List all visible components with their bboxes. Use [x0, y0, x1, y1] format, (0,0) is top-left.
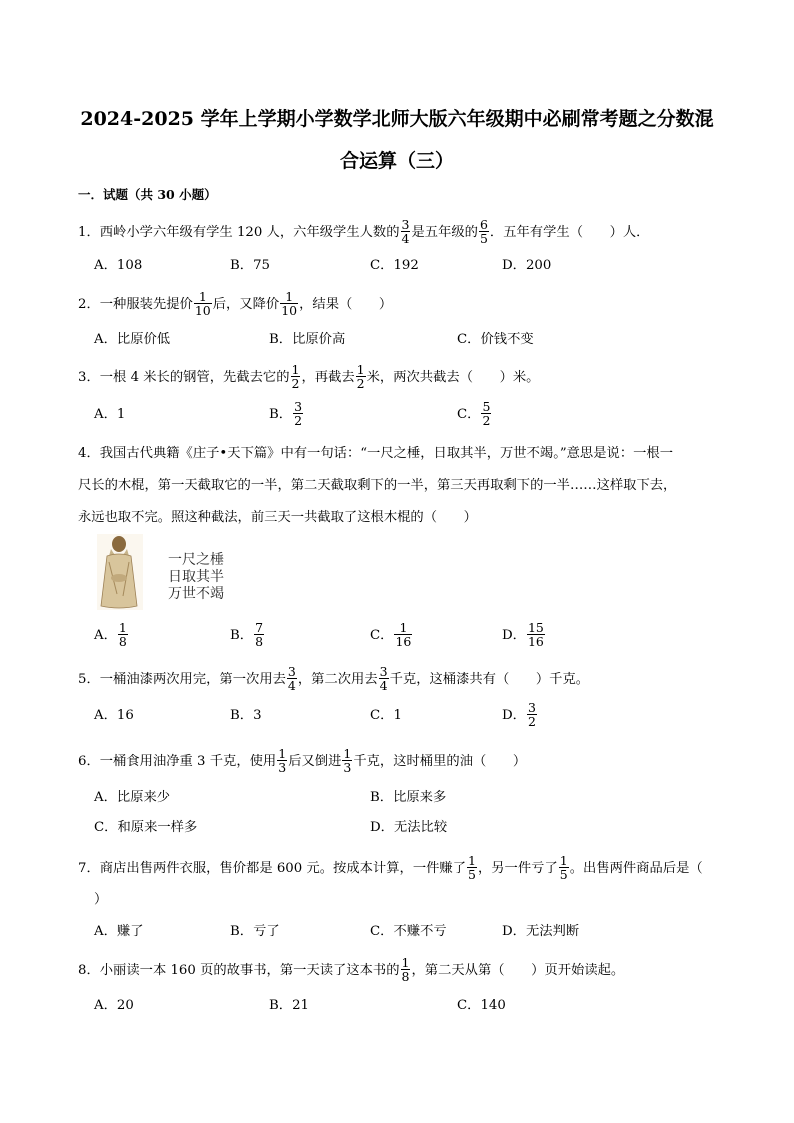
- denominator: 2: [291, 376, 300, 391]
- q4-line-2: 尺长的木棍，第一天截取它的一半，第二天截取剩下的一半，第三天再取剩下的一半……这样取下去，: [78, 478, 677, 493]
- q4-option-d: [502, 622, 546, 649]
- q8-text-2: ，第二天从第（ ）页开始读起。: [411, 963, 625, 978]
- q7-text-1: 7．商店出售两件衣服，售价都是 600 元。按成本计算，一件赚了: [78, 861, 467, 876]
- option-label: D．: [502, 708, 526, 723]
- q8-option-a: A．20: [94, 998, 134, 1013]
- numerator: 1: [399, 620, 408, 635]
- q7-line-2: ）: [94, 892, 108, 907]
- question-1: [78, 219, 649, 246]
- page-title-line2: 合运算（三）: [339, 150, 454, 172]
- numerator: 1: [278, 746, 287, 761]
- q2-text-3: ，结果（ ）: [299, 297, 393, 312]
- option-label: C．: [457, 407, 481, 422]
- option-fraction: [527, 621, 545, 648]
- option-fraction: [394, 621, 412, 648]
- denominator: 16: [395, 634, 412, 649]
- q4-option-a: [94, 622, 129, 649]
- q4-line-3: 永远也取不完。照这种截法，前三天一共截取了这根木棍的（ ）: [78, 510, 477, 525]
- denominator: 4: [401, 231, 410, 246]
- section-heading: 一．试题（共 30 小题）: [78, 187, 217, 202]
- numerator: 1: [559, 853, 568, 868]
- numerator: 6: [479, 217, 488, 232]
- q4-option-c: [370, 622, 413, 649]
- option-fraction: [254, 621, 264, 648]
- q6-option-b: B．比原来多: [370, 790, 447, 805]
- option-fraction: [481, 400, 491, 427]
- numerator: 3: [287, 664, 296, 679]
- q5-option-d: [502, 702, 538, 729]
- option-fraction: [293, 400, 303, 427]
- q5-text-3: 千克，这桶漆共有（ ）千克。: [389, 672, 590, 687]
- option-label: C．: [370, 628, 394, 643]
- q1-fraction-2: [479, 218, 489, 245]
- q1-option-a: A．108: [94, 258, 143, 273]
- numerator: 1: [285, 289, 294, 304]
- q3-text-2: ，再截去: [301, 370, 355, 385]
- q8-fraction-1: [401, 956, 411, 983]
- question-5: [78, 666, 589, 693]
- q7-text-3: 。出售两件商品后是（: [569, 861, 703, 876]
- q1-option-b: B．75: [230, 258, 270, 273]
- denominator: 16: [527, 634, 544, 649]
- q6-option-a: A．比原来少: [94, 790, 171, 805]
- option-fraction: [527, 701, 537, 728]
- numerator: 7: [255, 620, 264, 635]
- q5-fraction-2: [379, 665, 389, 692]
- q7-option-c: C．不赚不亏: [370, 924, 447, 939]
- numerator: 1: [356, 362, 365, 377]
- numerator: 1: [118, 620, 127, 635]
- q7-option-d: D．无法判断: [502, 924, 580, 939]
- q3-fraction-2: [356, 363, 366, 390]
- q2-option-a: A．比原价低: [94, 332, 171, 347]
- q7-option-a: A．赚了: [94, 924, 144, 939]
- q1-text-3: ．五年有学生（ ）人．: [489, 225, 650, 240]
- q6-fraction-1: [277, 747, 287, 774]
- numerator: 15: [527, 620, 544, 635]
- numerator: 1: [401, 955, 410, 970]
- numerator: 1: [468, 853, 476, 868]
- q2-fraction-2: [280, 290, 298, 317]
- question-6: [78, 748, 526, 775]
- denominator: 5: [479, 231, 488, 246]
- denominator: 5: [559, 867, 568, 882]
- q4-line-1: 4．我国古代典籍《庄子•天下篇》中有一句话：“一尺之棰，日取其半，万世不竭。”意思是说：一根一: [78, 446, 674, 461]
- q2-option-b: B．比原价高: [269, 332, 346, 347]
- q6-text-3: 千克，这时桶里的油（ ）: [353, 754, 527, 769]
- option-label: B．: [230, 628, 254, 643]
- denominator: 2: [294, 413, 303, 428]
- numerator: 3: [401, 217, 410, 232]
- q6-text-1: 6．一桶食用油净重 3 千克，使用: [78, 754, 277, 769]
- numerator: 1: [343, 746, 352, 761]
- q7-fraction-1: [467, 854, 477, 881]
- q3-fraction-1: [291, 363, 301, 390]
- q5-fraction-1: [287, 665, 297, 692]
- option-label: A．: [94, 628, 117, 643]
- figure-caption-1: 一尺之棰: [168, 552, 224, 568]
- option-fraction: [118, 621, 128, 648]
- denominator: 3: [278, 760, 287, 775]
- denominator: 10: [194, 303, 211, 318]
- denominator: 5: [468, 867, 476, 882]
- q1-option-d: D．200: [502, 258, 552, 273]
- q1-fraction-1: [401, 218, 411, 245]
- q8-option-c: C．140: [457, 998, 506, 1013]
- q5-text-2: ，第二次用去: [297, 672, 378, 687]
- question-8: [78, 957, 624, 984]
- numerator: 1: [291, 362, 300, 377]
- q1-text-1: 1．西岭小学六年级有学生 120 人，六年级学生人数的: [78, 225, 400, 240]
- option-label: D．: [502, 628, 526, 643]
- q3-option-c: [457, 401, 492, 428]
- q7-fraction-2: [559, 854, 569, 881]
- question-3: [78, 364, 539, 391]
- q2-option-c: C．价钱不变: [457, 332, 534, 347]
- denominator: 10: [281, 303, 298, 318]
- q2-fraction-1: [194, 290, 212, 317]
- q4-option-b: [230, 622, 265, 649]
- denominator: 2: [527, 714, 536, 729]
- question-4: [78, 438, 718, 534]
- q8-option-b: B．21: [269, 998, 309, 1013]
- denominator: 4: [379, 678, 388, 693]
- page-title-line1: 2024-2025 学年上学期小学数学北师大版六年级期中必刷常考题之分数混: [80, 108, 714, 130]
- q3-text-3: 米，两次共截去（ ）米。: [366, 370, 540, 385]
- denominator: 2: [356, 376, 365, 391]
- denominator: 3: [343, 760, 352, 775]
- denominator: 4: [287, 678, 296, 693]
- q3-text-1: 3．一根 4 米长的钢管，先截去它的: [78, 370, 290, 385]
- q5-option-c: C．1: [370, 708, 402, 723]
- denominator: 8: [401, 969, 410, 984]
- numerator: 1: [198, 289, 207, 304]
- numerator: 3: [379, 664, 388, 679]
- q5-option-a: A．16: [94, 708, 134, 723]
- numerator: 3: [294, 399, 303, 414]
- q7-option-b: B．亏了: [230, 924, 280, 939]
- q6-text-2: 后又倒进: [288, 754, 342, 769]
- q1-option-c: C．192: [370, 258, 419, 273]
- q8-text-1: 8．小丽读一本 160 页的故事书，第一天读了这本书的: [78, 963, 400, 978]
- q3-option-a: A．1: [94, 407, 126, 422]
- option-label: B．: [269, 407, 293, 422]
- question-2: [78, 291, 392, 318]
- q5-text-1: 5．一桶油漆两次用完，第一次用去: [78, 672, 286, 687]
- q6-option-c: C．和原来一样多: [94, 820, 198, 835]
- q6-option-d: D．无法比较: [370, 820, 448, 835]
- denominator: 8: [255, 634, 264, 649]
- question-7: [78, 855, 703, 882]
- figure-caption-2: 日取其半: [168, 569, 224, 585]
- q2-text-1: 2．一种服装先提价: [78, 297, 193, 312]
- q1-text-2: 是五年级的: [411, 225, 478, 240]
- q6-fraction-2: [342, 747, 352, 774]
- numerator: 5: [482, 399, 491, 414]
- figure-caption-3: 万世不竭: [168, 586, 224, 602]
- numerator: 3: [527, 700, 536, 715]
- q2-text-2: 后，又降价: [212, 297, 280, 312]
- denominator: 8: [118, 634, 127, 649]
- denominator: 2: [482, 413, 491, 428]
- q5-option-b: B．3: [230, 708, 262, 723]
- q7-text-2: ，另一件亏了: [477, 861, 558, 876]
- q3-option-b: [269, 401, 304, 428]
